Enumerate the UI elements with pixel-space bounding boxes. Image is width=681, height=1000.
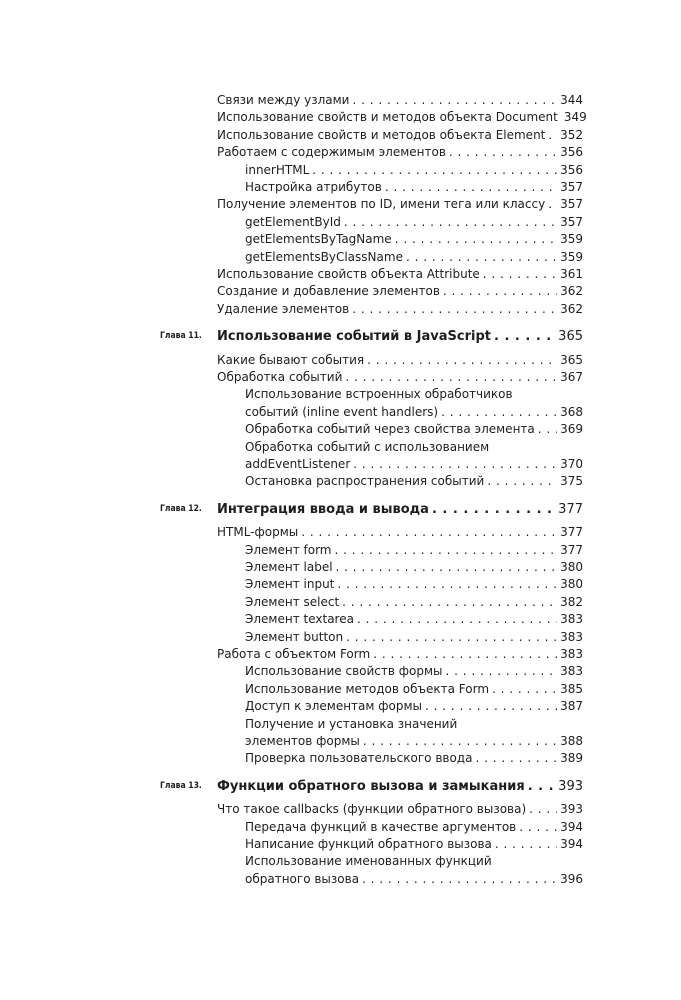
- toc-entry[interactable]: [245, 663, 583, 679]
- toc-page-number: 365: [560, 352, 583, 367]
- dot-leader: [346, 629, 557, 645]
- toc-entry-title: Элемент label: [245, 560, 333, 574]
- toc-entry-title: addEventListener: [245, 457, 351, 471]
- dot-leader: [353, 456, 557, 472]
- toc-entry[interactable]: [217, 801, 583, 817]
- toc-entry[interactable]: [217, 196, 583, 212]
- toc-entry[interactable]: [245, 231, 583, 247]
- dot-leader: [352, 301, 557, 317]
- toc-entry[interactable]: [245, 576, 583, 592]
- toc-entry-title: элементов формы: [245, 734, 360, 748]
- toc-page-number: 389: [560, 751, 583, 766]
- toc-entry[interactable]: [245, 594, 583, 610]
- toc-page-number: 377: [558, 501, 583, 517]
- toc-page-number: 394: [560, 837, 583, 851]
- toc-entry-title: Работаем с содержимым элементов: [217, 145, 446, 160]
- toc-page-number: 359: [560, 232, 583, 247]
- toc-entry-title: событий (inline event handlers): [245, 404, 439, 419]
- dot-leader: [367, 352, 557, 368]
- toc-entry-title: Обработка событий через свойства элемента: [245, 422, 535, 437]
- toc-entry-title: Связи между узлами: [217, 93, 350, 107]
- toc-chapter-entry[interactable]: [217, 501, 583, 517]
- toc-entry[interactable]: [245, 162, 583, 178]
- dot-leader: [395, 231, 557, 247]
- toc-entry[interactable]: [245, 542, 583, 558]
- toc-entry-title: Использование свойств и методов объекта Document: [217, 110, 558, 125]
- toc-page-number: 349: [563, 110, 587, 125]
- toc-entry-title: Использование свойств формы: [245, 664, 443, 679]
- toc-entry-title-line: Использование именованных функций: [245, 854, 492, 869]
- dot-leader: [548, 127, 557, 143]
- toc-page-number: 352: [560, 127, 583, 142]
- toc-entry-title: Элемент input: [245, 577, 335, 592]
- toc-entry-title: Удаление элементов: [217, 301, 350, 316]
- toc-entry-title: Функции обратного вызова и замыкания: [217, 778, 525, 794]
- toc-entry[interactable]: [217, 127, 583, 143]
- toc-page-number: 369: [560, 422, 583, 437]
- toc-entry-title: getElementsByTagName: [245, 232, 392, 247]
- toc-entry[interactable]: [245, 611, 583, 627]
- toc-page-number: 356: [560, 145, 583, 160]
- toc-entry-title: innerHTML: [245, 162, 310, 177]
- toc-entry-title: Настройка атрибутов: [245, 180, 382, 194]
- toc-entry-title: Элемент select: [245, 594, 340, 609]
- toc-page-number: 377: [560, 542, 583, 557]
- toc-page-number: 362: [560, 284, 583, 299]
- toc-entry[interactable]: [245, 456, 583, 472]
- dot-leader: [406, 249, 557, 265]
- dot-leader: [483, 266, 557, 282]
- toc-page-number: 387: [560, 699, 583, 714]
- toc-entry[interactable]: [217, 646, 583, 662]
- dot-leader: [432, 501, 555, 519]
- toc-page-number: 383: [560, 612, 583, 627]
- toc-entry[interactable]: [245, 249, 583, 265]
- toc-entry-title: Элемент button: [245, 629, 344, 644]
- toc-entry-title: Что такое callbacks (функции обратного вызова): [217, 802, 527, 817]
- dot-leader: [336, 559, 558, 575]
- toc-page-number: 377: [560, 525, 583, 540]
- toc-entry-title: Создание и добавление элементов: [217, 284, 440, 299]
- chapter-label: Глава 11.: [160, 331, 202, 342]
- dot-leader: [335, 542, 558, 558]
- toc-page-number: 356: [560, 162, 583, 177]
- toc-page-number: 357: [560, 180, 583, 194]
- dot-leader: [362, 871, 557, 887]
- dot-leader: [446, 663, 558, 679]
- toc-entry-title: Использование событий в JavaScript: [217, 329, 491, 345]
- dot-leader: [443, 283, 557, 299]
- toc-page-number: 382: [560, 594, 583, 609]
- toc-page-number: 383: [560, 664, 583, 679]
- toc-entry[interactable]: [245, 404, 583, 420]
- toc-page-number: 365: [558, 329, 583, 345]
- toc-entry-title: getElementById: [245, 214, 341, 229]
- dot-leader: [528, 778, 555, 796]
- dot-leader: [492, 681, 557, 697]
- toc-entry[interactable]: [217, 92, 583, 108]
- toc-page-number: 380: [560, 560, 583, 574]
- dot-leader: [475, 750, 557, 766]
- toc-entry[interactable]: [217, 524, 583, 540]
- dot-leader: [345, 369, 557, 385]
- dot-leader: [519, 819, 557, 835]
- toc-page-number: 362: [560, 301, 583, 316]
- toc-page-number: 359: [560, 249, 583, 264]
- toc-entry[interactable]: [245, 836, 583, 852]
- toc-page-number: 383: [560, 629, 583, 644]
- toc-entry-title: Элемент form: [245, 542, 332, 557]
- dot-leader: [337, 576, 557, 592]
- chapter-label: Глава 12.: [160, 503, 202, 514]
- toc-page-number: 388: [560, 734, 583, 748]
- dot-leader: [487, 473, 557, 489]
- dot-leader: [548, 196, 557, 212]
- dot-leader: [538, 421, 557, 437]
- toc-page-number: 367: [560, 370, 583, 384]
- dot-leader: [301, 524, 557, 540]
- toc-entry-title-line: Обработка событий с использованием: [245, 439, 490, 454]
- dot-leader: [344, 214, 557, 230]
- toc-entry[interactable]: [217, 283, 583, 299]
- toc-entry-title: обратного вызова: [245, 871, 360, 886]
- toc-page-number: 380: [560, 577, 583, 592]
- toc-entry-title: Получение элементов по ID, имени тега или классу: [217, 197, 546, 212]
- toc-entry[interactable]: [245, 473, 583, 489]
- toc-entry[interactable]: [217, 109, 587, 125]
- toc-entry[interactable]: [217, 144, 583, 160]
- toc-entry-title: Работа с объектом Form: [217, 647, 371, 661]
- dot-leader: [357, 611, 557, 627]
- toc-entry[interactable]: [217, 369, 583, 385]
- toc-entry[interactable]: [245, 559, 583, 575]
- toc-page-number: 394: [560, 819, 583, 834]
- toc-entry[interactable]: [245, 698, 583, 714]
- toc-entry[interactable]: [245, 871, 583, 887]
- toc-entry-title: getElementsByClassName: [245, 249, 403, 264]
- toc-page-number: 361: [560, 267, 583, 281]
- dot-leader: [441, 404, 557, 420]
- toc-entry-title: Интеграция ввода и вывода: [217, 501, 429, 517]
- toc-entry-title: Использование свойств и методов объекта Element: [217, 127, 546, 142]
- toc-entry-title: Написание функций обратного вызова: [245, 837, 492, 851]
- toc-entry-title: Остановка распространения событий: [245, 474, 485, 489]
- toc-entry-title: Элемент textarea: [245, 612, 354, 627]
- dot-leader: [425, 698, 557, 714]
- dot-leader: [312, 162, 557, 178]
- toc-entry[interactable]: [245, 733, 583, 749]
- toc-page-number: 357: [560, 197, 583, 212]
- toc-entry[interactable]: [245, 179, 583, 195]
- dot-leader: [373, 646, 557, 662]
- toc-page-number: 383: [560, 647, 583, 661]
- dot-leader: [352, 92, 557, 108]
- toc-entry[interactable]: [245, 819, 583, 835]
- toc-entry[interactable]: [245, 421, 583, 437]
- dot-leader: [363, 733, 557, 749]
- toc-entry-title: Какие бывают события: [217, 352, 365, 367]
- toc-entry[interactable]: [245, 214, 583, 230]
- toc-page-number: 368: [560, 404, 583, 419]
- toc-entry-title: Использование методов объекта Form: [245, 681, 490, 696]
- toc-page-number: 344: [560, 93, 583, 107]
- toc-entry-title: HTML-формы: [217, 525, 299, 540]
- toc-entry[interactable]: [217, 352, 583, 368]
- toc-entry[interactable]: [217, 301, 583, 317]
- toc-entry-title: Обработка событий: [217, 370, 343, 384]
- toc-entry[interactable]: [217, 266, 583, 282]
- toc-page-number: 370: [560, 457, 583, 471]
- toc-page-number: 375: [560, 474, 583, 489]
- dot-leader: [385, 179, 557, 195]
- dot-leader: [529, 801, 557, 817]
- toc-entry[interactable]: [245, 681, 583, 697]
- dot-leader: [494, 328, 555, 346]
- toc-entry-title: Использование свойств объекта Attribute: [217, 267, 480, 281]
- dot-leader: [495, 836, 557, 852]
- toc-entry[interactable]: [245, 629, 583, 645]
- toc-entry-title: Проверка пользовательского ввода: [245, 751, 473, 766]
- toc-entry-title: Передача функций в качестве аргументов: [245, 819, 517, 834]
- chapter-label: Глава 13.: [160, 780, 202, 791]
- dot-leader: [342, 594, 557, 610]
- toc-chapter-entry[interactable]: [217, 328, 583, 344]
- toc-page-number: 393: [560, 802, 583, 817]
- dot-leader: [449, 144, 557, 160]
- toc-entry-title-line: Использование встроенных обработчиков: [245, 387, 513, 402]
- toc-page-number: 385: [560, 681, 583, 696]
- toc-chapter-entry[interactable]: [217, 778, 583, 794]
- toc-entry-title-line: Получение и установка значений: [245, 716, 458, 731]
- toc-entry[interactable]: [245, 750, 583, 766]
- toc-page-number: 357: [560, 214, 583, 229]
- toc-page-number: 396: [560, 871, 583, 886]
- toc-entry-title: Доступ к элементам формы: [245, 699, 423, 714]
- toc-page-number: 393: [558, 778, 583, 794]
